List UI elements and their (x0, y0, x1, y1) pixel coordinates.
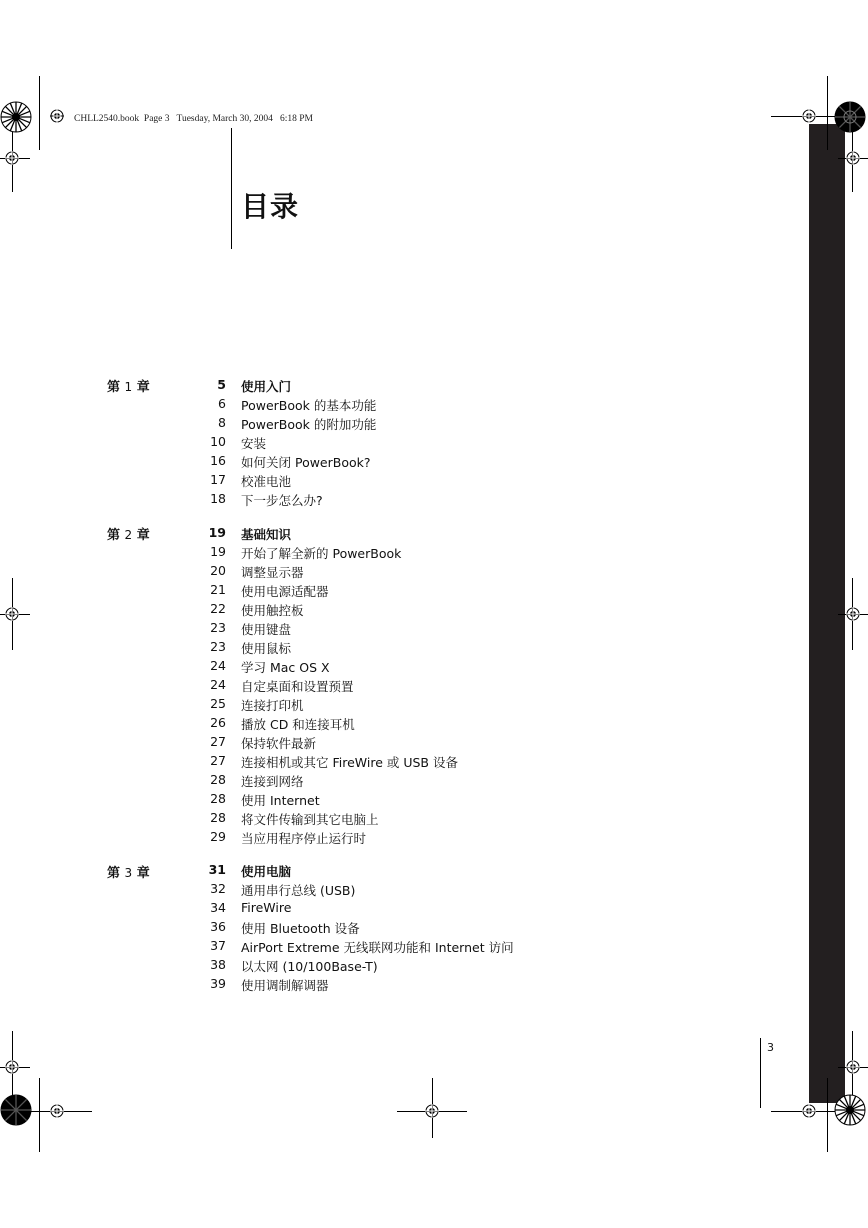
toc-row[interactable] (0, 377, 700, 396)
toc-page: 29 (210, 829, 226, 844)
toc-row[interactable] (0, 415, 700, 434)
toc-page: 27 (210, 753, 226, 768)
toc-page: 28 (210, 772, 226, 787)
toc-row[interactable] (0, 601, 700, 620)
toc-page: 17 (210, 472, 226, 487)
toc-page: 20 (210, 563, 226, 578)
toc-page: 16 (210, 453, 226, 468)
star-target-icon (834, 1094, 866, 1126)
title-rule (231, 128, 232, 249)
chapter-prefix: 第 (107, 380, 121, 395)
toc-page: 21 (210, 582, 226, 597)
chapter-suffix: 章 (136, 380, 150, 395)
crop-mark (827, 76, 828, 150)
toc-title: 下一步怎么办? (241, 493, 323, 508)
toc-title: 通用串行总线 (USB) (241, 883, 356, 898)
crop-mark (39, 76, 40, 150)
star-target-icon (834, 101, 866, 133)
toc-page: 24 (210, 677, 226, 692)
toc-row[interactable] (0, 582, 700, 601)
toc-title: 使用 Bluetooth 设备 (241, 921, 360, 936)
toc-title: PowerBook 的附加功能 (241, 417, 377, 432)
toc-row[interactable] (0, 544, 700, 563)
toc-row[interactable] (0, 472, 700, 491)
toc-page: 19 (210, 544, 226, 559)
toc-page: 28 (210, 791, 226, 806)
toc-page: 10 (210, 434, 226, 449)
star-target-icon (0, 101, 32, 133)
crop-mark (39, 1078, 40, 1152)
toc-title: 校准电池 (241, 474, 292, 489)
registration-mark-icon (5, 607, 19, 621)
toc-title: PowerBook 的基本功能 (241, 398, 377, 413)
toc-title: 自定桌面和设置预置 (241, 679, 354, 694)
toc-title: 使用 Internet (241, 793, 320, 808)
toc-row[interactable] (0, 753, 700, 772)
chapter-suffix: 章 (136, 528, 150, 543)
toc-row[interactable] (0, 396, 700, 415)
chapter-prefix: 第 (107, 528, 121, 543)
toc-row[interactable] (0, 620, 700, 639)
toc-title: 开始了解全新的 PowerBook (241, 546, 402, 561)
toc-row[interactable] (0, 491, 700, 510)
toc-page: 23 (210, 620, 226, 635)
toc-page: 19 (208, 525, 226, 540)
toc-title: 保持软件最新 (241, 736, 317, 751)
toc-row[interactable] (0, 791, 700, 810)
toc-row[interactable] (0, 957, 700, 976)
toc-title: AirPort Extreme 无线联网功能和 Internet 访问 (241, 940, 514, 955)
toc-page: 28 (210, 810, 226, 825)
toc-row[interactable] (0, 563, 700, 582)
page-number-rule (760, 1038, 761, 1108)
page-number: 3 (767, 1041, 774, 1054)
toc-row[interactable] (0, 772, 700, 791)
toc-title: 连接到网络 (241, 774, 304, 789)
registration-mark-icon (425, 1104, 439, 1118)
toc-row[interactable] (0, 810, 700, 829)
toc-page: 24 (210, 658, 226, 673)
print-slug: CHLL2540.book Page 3 Tuesday, March 30, 2004 6:18 PM (74, 114, 313, 124)
toc-page: 23 (210, 639, 226, 654)
toc-row[interactable] (0, 453, 700, 472)
toc-title: 调整显示器 (241, 565, 304, 580)
toc-page: 6 (218, 396, 226, 411)
chapter-suffix: 章 (136, 866, 150, 881)
toc-row[interactable] (0, 881, 700, 900)
toc-page: 26 (210, 715, 226, 730)
toc-title: 使用入门 (241, 379, 292, 394)
toc-title: FireWire (241, 900, 292, 915)
toc-row[interactable] (0, 900, 700, 919)
page-title: 目录 (241, 190, 300, 223)
toc-row[interactable] (0, 696, 700, 715)
toc-row[interactable] (0, 658, 700, 677)
toc-page: 22 (210, 601, 226, 616)
toc-title: 使用电脑 (241, 864, 292, 879)
toc-row[interactable] (0, 734, 700, 753)
toc-row[interactable] (0, 829, 700, 848)
toc-page: 32 (210, 881, 226, 896)
toc-page: 5 (217, 377, 226, 392)
toc-row[interactable] (0, 639, 700, 658)
registration-mark-icon (802, 1104, 816, 1118)
toc-page: 31 (208, 862, 226, 877)
toc-page: 34 (210, 900, 226, 915)
toc-title: 使用电源适配器 (241, 584, 329, 599)
toc-title: 如何关闭 PowerBook? (241, 455, 371, 470)
toc-page: 37 (210, 938, 226, 953)
star-target-icon (0, 1094, 32, 1126)
toc-title: 将文件传输到其它电脑上 (241, 812, 379, 827)
toc-title: 基础知识 (241, 527, 292, 542)
toc-title: 连接相机或其它 FireWire 或 USB 设备 (241, 755, 458, 770)
crop-mark (827, 1078, 828, 1152)
toc-title: 使用调制解调器 (241, 978, 329, 993)
toc-row[interactable] (0, 715, 700, 734)
chapter-number: 3 (124, 866, 133, 880)
toc-page: 36 (210, 919, 226, 934)
toc-row[interactable] (0, 434, 700, 453)
registration-mark-icon (50, 109, 64, 123)
registration-mark-icon (5, 151, 19, 165)
toc-title: 连接打印机 (241, 698, 304, 713)
toc-page: 8 (218, 415, 226, 430)
toc-page: 39 (210, 976, 226, 991)
toc-page: 25 (210, 696, 226, 711)
toc-title: 播放 CD 和连接耳机 (241, 717, 355, 732)
toc-page: 27 (210, 734, 226, 749)
chapter-prefix: 第 (107, 866, 121, 881)
registration-mark-icon (846, 1060, 860, 1074)
toc-title: 以太网 (10/100Base-T) (241, 959, 378, 974)
toc-title: 当应用程序停止运行时 (241, 831, 367, 846)
toc-title: 安装 (241, 436, 267, 451)
chapter-number: 2 (124, 528, 133, 542)
toc-row[interactable] (0, 938, 700, 957)
registration-mark-icon (846, 607, 860, 621)
registration-mark-icon (5, 1060, 19, 1074)
toc-title: 使用鼠标 (241, 641, 292, 656)
registration-mark-icon (802, 109, 816, 123)
toc-title: 学习 Mac OS X (241, 660, 330, 675)
toc-row[interactable] (0, 862, 700, 881)
toc-page: 38 (210, 957, 226, 972)
toc-page: 18 (210, 491, 226, 506)
toc-title: 使用键盘 (241, 622, 292, 637)
toc-row[interactable] (0, 677, 700, 696)
registration-mark-icon (50, 1104, 64, 1118)
toc-row[interactable] (0, 976, 700, 995)
toc-row[interactable] (0, 919, 700, 938)
chapter-number: 1 (124, 380, 133, 394)
toc-row[interactable] (0, 525, 700, 544)
toc-title: 使用触控板 (241, 603, 304, 618)
registration-mark-icon (846, 151, 860, 165)
